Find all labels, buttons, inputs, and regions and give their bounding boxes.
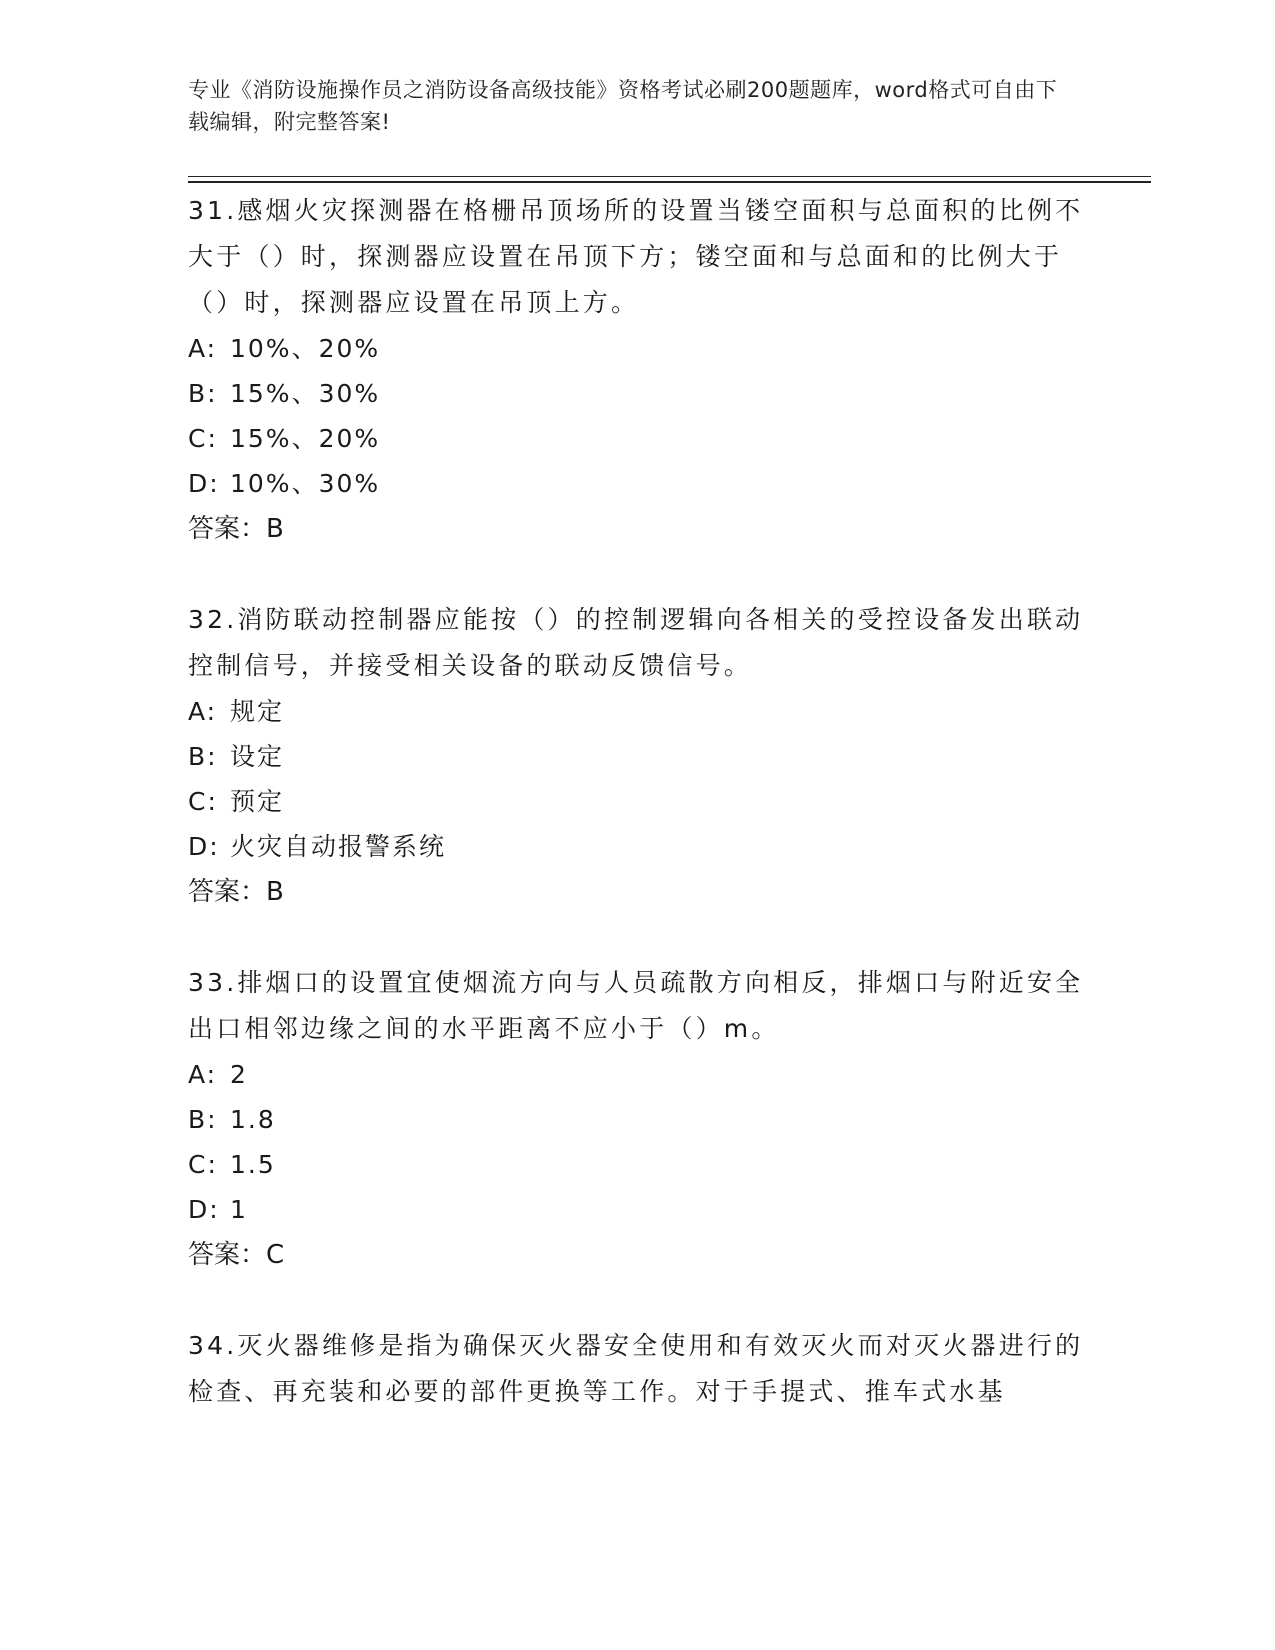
question-stem: 32.消防联动控制器应能按（）的控制逻辑向各相关的受控设备发出联动控制信号，并接受相关设备的联动反馈信号。 [188, 605, 1084, 680]
option-label: B: [188, 1105, 218, 1134]
option-text: 10%、20% [230, 334, 381, 363]
option-d [188, 1187, 1088, 1232]
question-stem: 31.感烟火灾探测器在格栅吊顶场所的设置当镂空面积与总面积的比例不大于（）时，探测器应设置在吊顶下方；镂空面和与总面和的比例大于（）时，探测器应设置在吊顶上方。 [188, 196, 1084, 317]
question-stem: 34.灭火器维修是指为确保灭火器安全使用和有效灭火而对灭火器进行的检查、再充装和必要的部件更换等工作。对于手提式、推车式水基 [188, 1331, 1084, 1406]
option-label: C: [188, 1150, 218, 1179]
option-text: 火灾自动报警系统 [230, 832, 447, 861]
option-text: 规定 [230, 697, 285, 726]
option-text: 1.8 [230, 1105, 276, 1134]
answer: 答案：B [188, 877, 284, 907]
option-label: D: [188, 469, 220, 498]
option-label: B: [188, 379, 218, 408]
question-stem: 33.排烟口的设置宜使烟流方向与人员疏散方向相反，排烟口与附近安全出口相邻边缘之间的水平距离不应小于（）m。 [188, 968, 1084, 1043]
option-c [188, 1142, 1088, 1187]
option-b [188, 371, 1088, 416]
question-31 [188, 188, 1088, 552]
option-text: 1.5 [230, 1150, 276, 1179]
question-32 [188, 597, 1088, 915]
option-a [188, 326, 1088, 371]
option-label: A: [188, 334, 218, 363]
option-text: 10%、30% [230, 469, 381, 498]
header-divider-thin [188, 176, 1151, 177]
option-b [188, 1097, 1088, 1142]
option-d [188, 824, 1088, 869]
option-a [188, 689, 1088, 734]
option-d [188, 461, 1088, 506]
option-text: 2 [230, 1060, 248, 1089]
option-label: C: [188, 787, 218, 816]
option-c [188, 779, 1088, 824]
header-divider-thick [188, 181, 1151, 183]
option-label: D: [188, 1195, 220, 1224]
option-label: B: [188, 742, 218, 771]
answer: 答案：C [188, 1240, 285, 1270]
option-label: C: [188, 424, 218, 453]
option-c [188, 416, 1088, 461]
option-label: D: [188, 832, 220, 861]
option-text: 预定 [230, 787, 285, 816]
option-b [188, 734, 1088, 779]
question-34 [188, 1323, 1088, 1415]
answer: 答案：B [188, 514, 284, 544]
option-a [188, 1052, 1088, 1097]
option-label: A: [188, 1060, 218, 1089]
option-text: 15%、20% [230, 424, 381, 453]
question-33 [188, 960, 1088, 1278]
option-text: 1 [230, 1195, 248, 1224]
option-label: A: [188, 697, 218, 726]
option-text: 15%、30% [230, 379, 381, 408]
option-text: 设定 [230, 742, 285, 771]
page-header: 专业《消防设施操作员之消防设备高级技能》资格考试必刷200题题库，word格式可自由下载编辑，附完整答案! [188, 78, 1058, 134]
question-list [188, 188, 1088, 1460]
